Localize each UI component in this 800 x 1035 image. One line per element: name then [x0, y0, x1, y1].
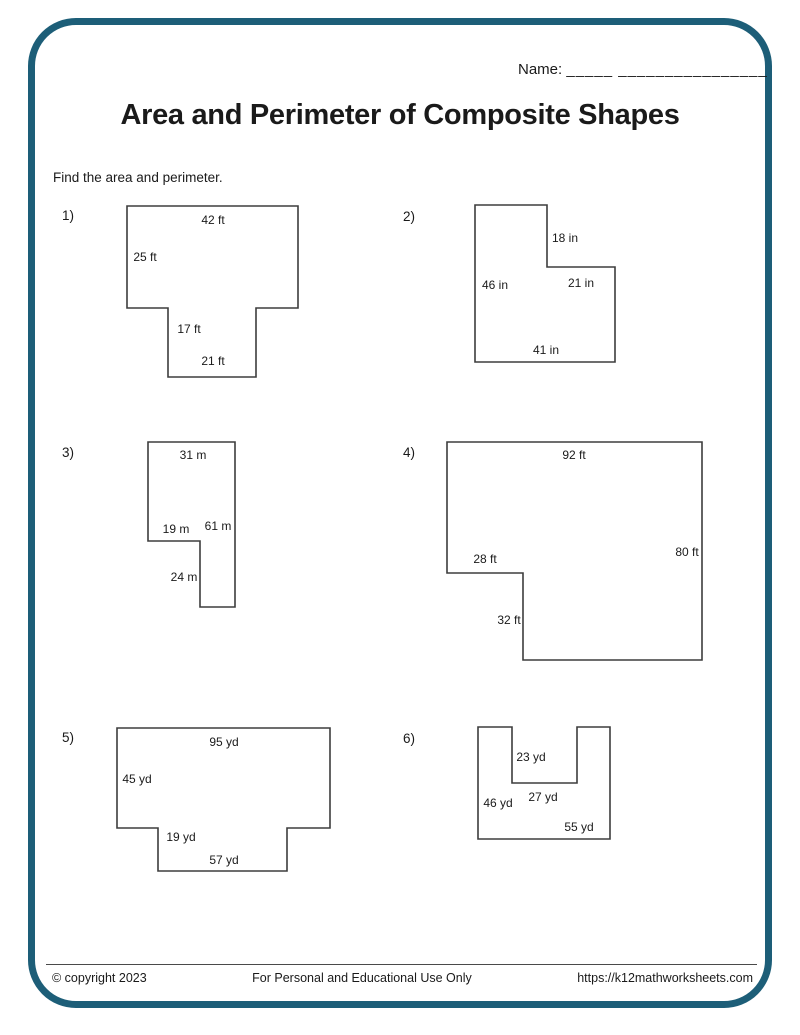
dimension-label: 18 in: [551, 231, 579, 245]
dimension-label: 28 ft: [473, 552, 497, 566]
dimension-label: 32 ft: [497, 613, 521, 627]
dimension-label: 25 ft: [133, 250, 157, 264]
dimension-label: 57 yd: [209, 853, 239, 867]
shape-outline-4: [447, 442, 702, 660]
problem-number-2: 2): [403, 209, 416, 224]
dimension-label: 19 m: [162, 522, 190, 536]
name-blank-line[interactable]: _____ ________________: [566, 61, 768, 78]
footer-divider: [46, 964, 757, 965]
dimension-label: 95 yd: [209, 735, 239, 749]
name-label: Name:: [518, 61, 563, 78]
dimension-label: 46 yd: [483, 796, 513, 810]
problem-number-6: 6): [403, 731, 416, 746]
dimension-label: 41 in: [532, 343, 560, 357]
shape-outline-5: [117, 728, 330, 871]
dimension-label: 42 ft: [201, 213, 225, 227]
dimension-label: 24 m: [170, 570, 198, 584]
page-title: Area and Perimeter of Composite Shapes: [120, 99, 680, 131]
footer-copyright: © copyright 2023: [52, 971, 147, 985]
instructions-text: Find the area and perimeter.: [53, 170, 223, 185]
dimension-label: 61 m: [204, 519, 232, 533]
dimension-label: 27 yd: [528, 790, 558, 804]
dimension-label: 17 ft: [177, 322, 201, 336]
footer: [52, 971, 753, 985]
dimension-label: 55 yd: [564, 820, 594, 834]
footer-url[interactable]: https://k12mathworksheets.com: [577, 971, 753, 985]
problem-number-5: 5): [62, 730, 75, 745]
problem-number-4: 4): [403, 445, 416, 460]
dimension-label: 46 in: [481, 278, 509, 292]
shape-outline-1: [127, 206, 298, 377]
dimension-label: 23 yd: [516, 750, 546, 764]
problem-number-1: 1): [62, 208, 75, 223]
problem-number-3: 3): [62, 445, 75, 460]
dimension-label: 21 ft: [201, 354, 225, 368]
footer-usage: For Personal and Educational Use Only: [252, 971, 472, 985]
dimension-label: 80 ft: [675, 545, 699, 559]
dimension-label: 45 yd: [122, 772, 152, 786]
dimension-label: 19 yd: [166, 830, 196, 844]
dimension-label: 21 in: [567, 276, 595, 290]
dimension-label: 92 ft: [562, 448, 586, 462]
dimension-label: 31 m: [179, 448, 207, 462]
